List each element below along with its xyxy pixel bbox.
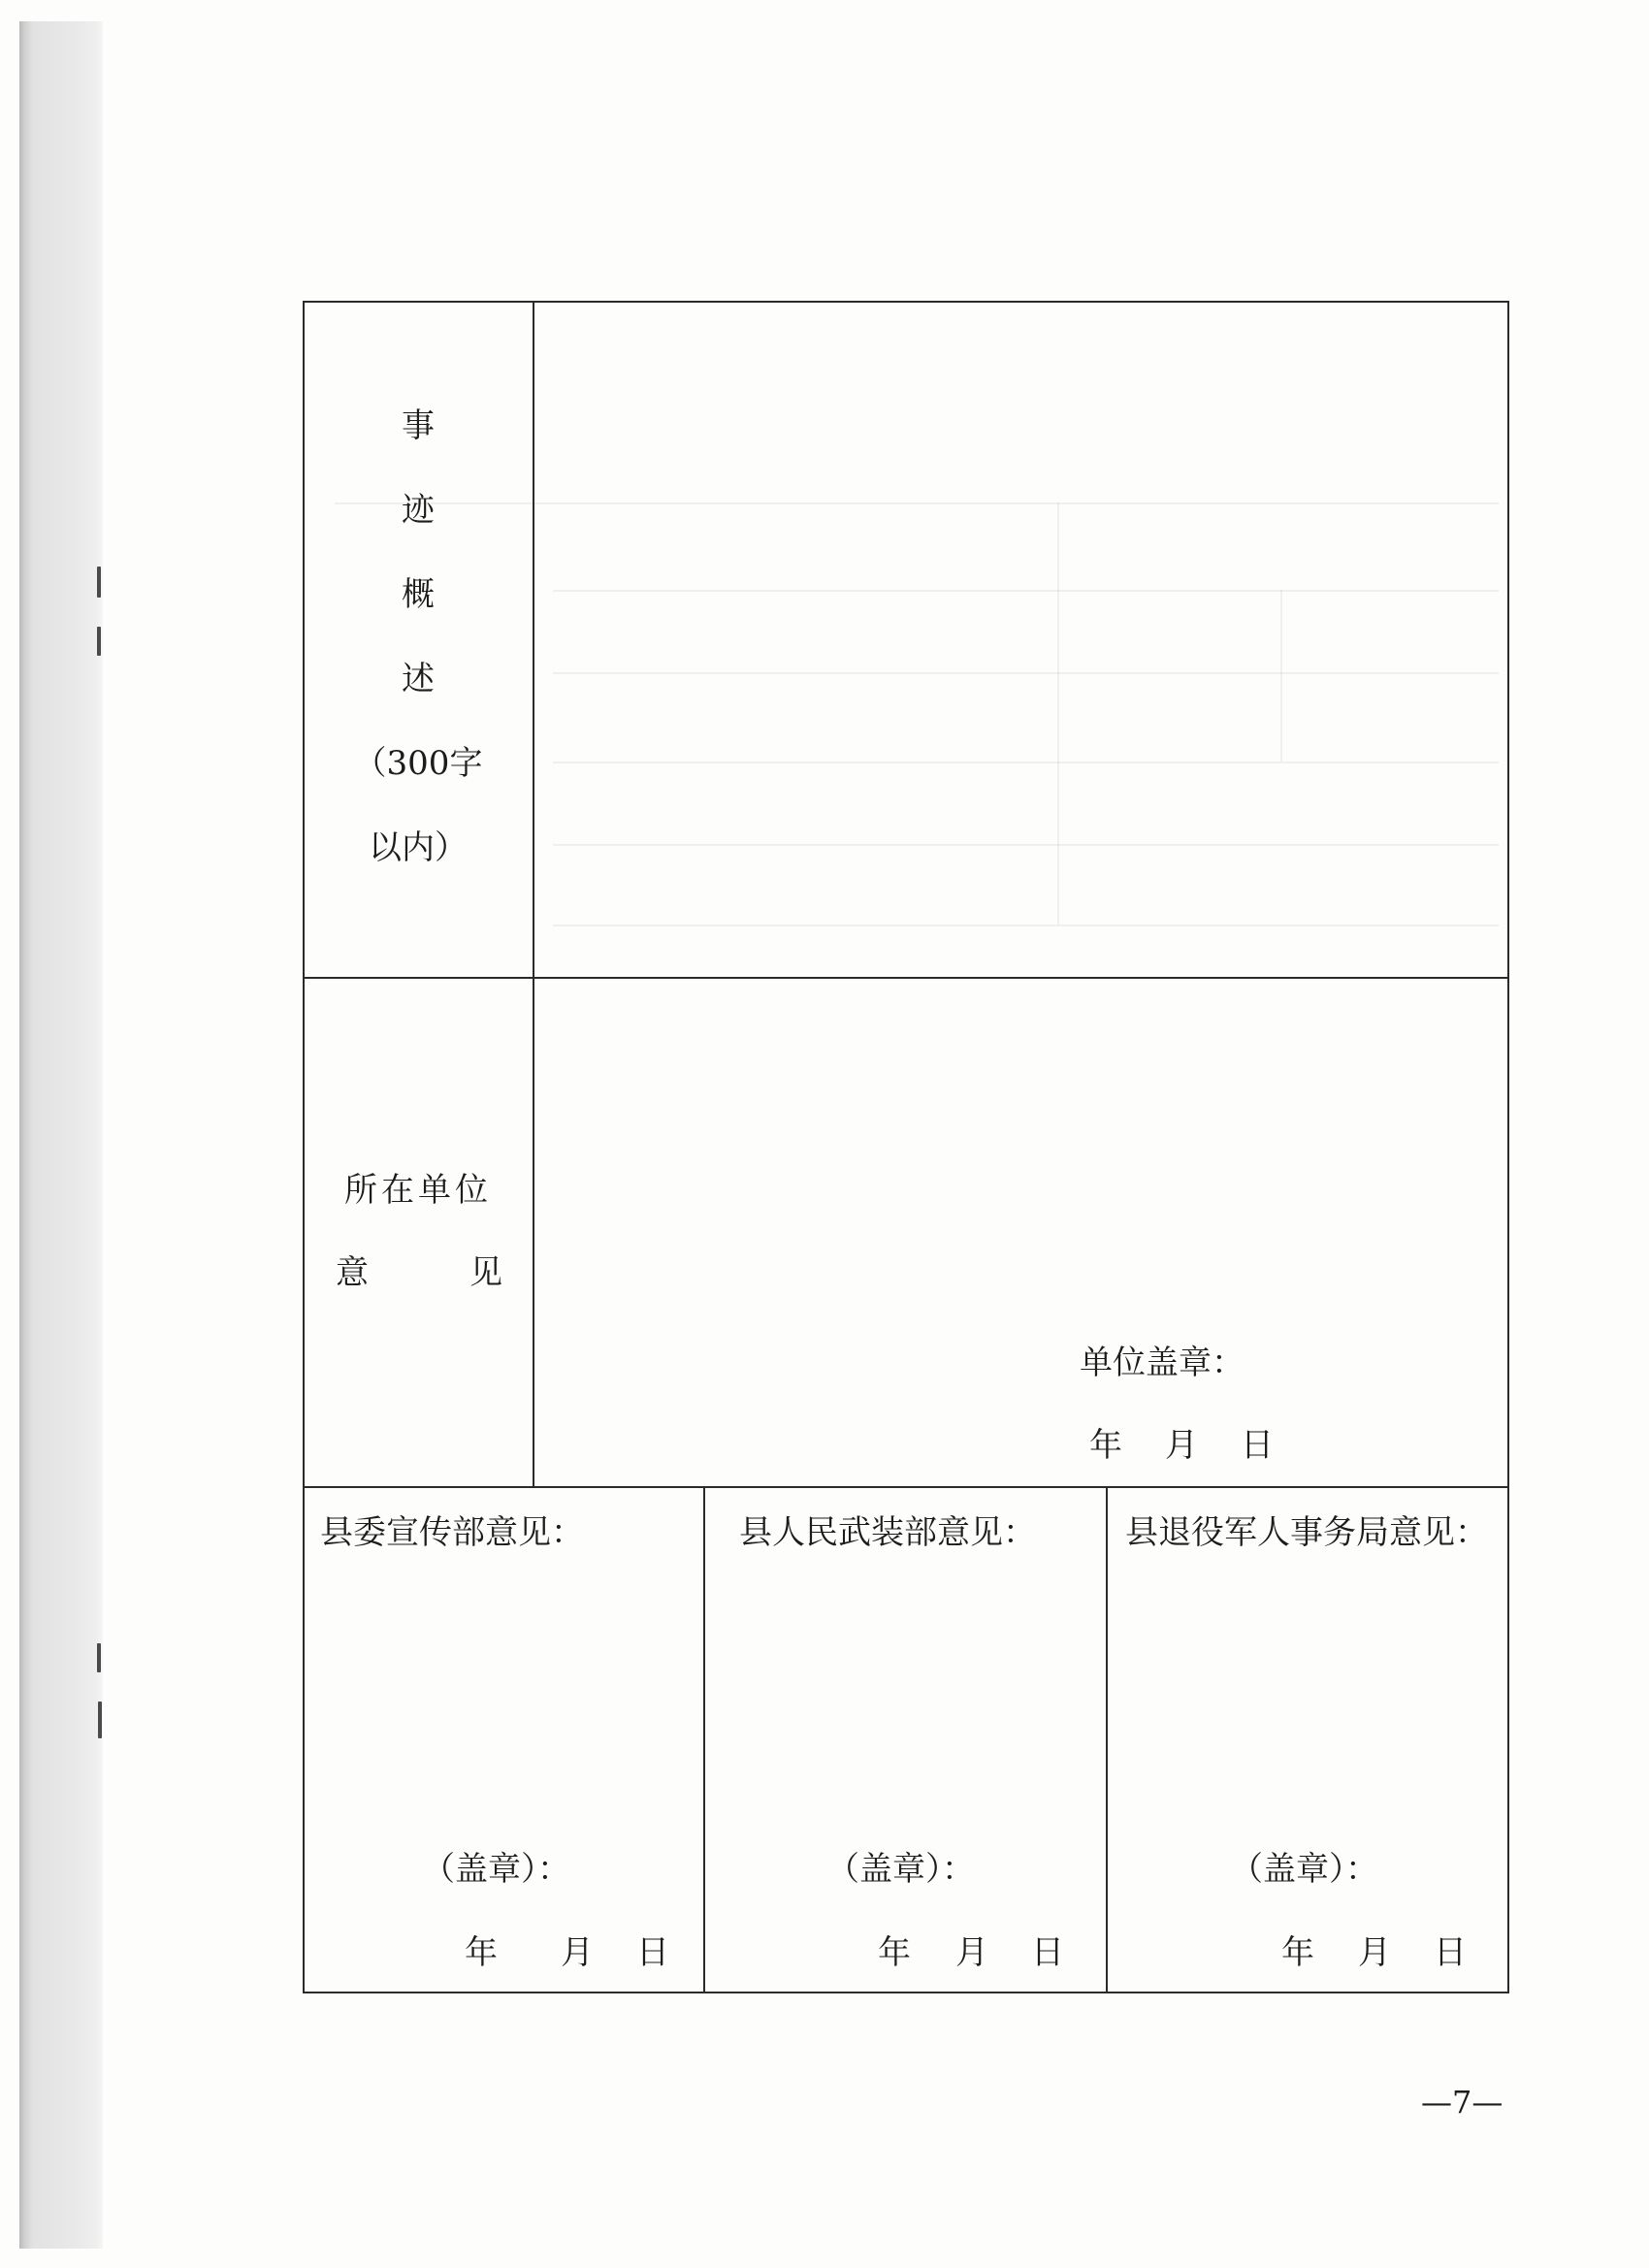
- date-day: 日: [636, 1933, 669, 1972]
- staple-mark: [98, 1701, 102, 1738]
- date-year: 年: [878, 1933, 911, 1972]
- date-month: 月: [1165, 1426, 1198, 1465]
- column-divider: [1106, 1486, 1108, 1993]
- label-line: 迹: [402, 491, 435, 530]
- staple-mark: [97, 567, 101, 598]
- row-divider: [303, 977, 1509, 979]
- unit-seal-label: 单位盖章：: [1080, 1344, 1245, 1382]
- date-month: 月: [955, 1933, 988, 1972]
- label-line: 述: [402, 660, 435, 698]
- page-number: —7—: [1421, 2084, 1504, 2121]
- approval-seal-label: （盖章）：: [1230, 1850, 1378, 1889]
- date-day: 日: [1241, 1426, 1274, 1465]
- date-year: 年: [1281, 1933, 1314, 1972]
- deeds-summary-label: [303, 384, 534, 891]
- approval-seal-label: （盖章）：: [826, 1850, 975, 1889]
- binding-edge: [19, 21, 103, 2249]
- label-line: 事: [402, 406, 435, 445]
- label-line: 概: [402, 575, 435, 614]
- staple-mark: [97, 1643, 101, 1672]
- label-line: 以内）: [369, 828, 468, 867]
- unit-opinion-label-char: 见: [469, 1253, 502, 1292]
- label-line: （300字: [353, 744, 483, 783]
- staple-mark: [97, 627, 101, 656]
- date-day: 日: [1434, 1933, 1467, 1972]
- unit-opinion-label: 所在单位: [344, 1171, 492, 1210]
- unit-opinion-label-char: 意: [336, 1253, 369, 1292]
- date-month: 月: [1358, 1933, 1391, 1972]
- deeds-summary-content-cell: [534, 303, 1507, 977]
- approval-heading: 县委宣传部意见：: [320, 1513, 584, 1552]
- column-divider: [703, 1486, 705, 1993]
- approval-heading: 县退役军人事务局意见：: [1125, 1513, 1488, 1552]
- date-day: 日: [1031, 1933, 1064, 1972]
- row-divider: [303, 1486, 1509, 1488]
- approval-heading: 县人民武装部意见：: [739, 1513, 1036, 1552]
- date-month: 月: [561, 1933, 594, 1972]
- date-year: 年: [1089, 1426, 1122, 1465]
- date-year: 年: [465, 1933, 498, 1972]
- approval-seal-label: （盖章）：: [422, 1850, 570, 1889]
